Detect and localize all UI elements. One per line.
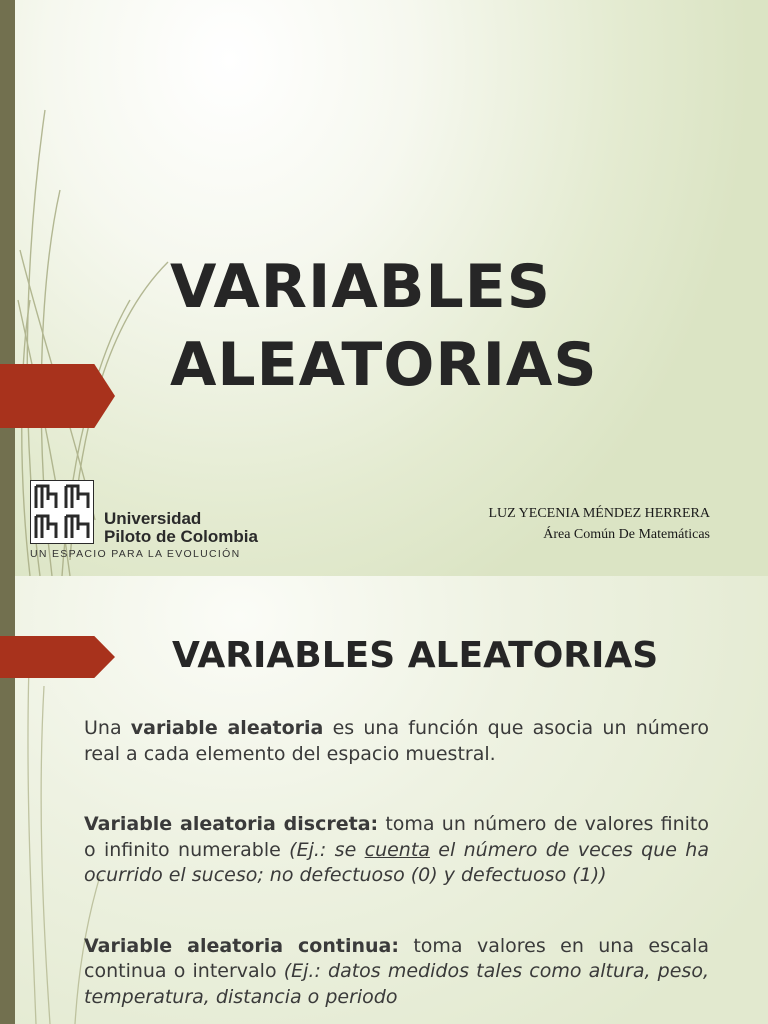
presenter-area: Área Común De Matemáticas	[543, 527, 710, 542]
accent-arrow-tab	[0, 636, 115, 678]
bold-term: Variable aleatoria continua:	[84, 934, 399, 957]
italic-run: el número de veces que ha ocurrido el suceso; no defectuoso (0) y defectuoso (1))	[84, 838, 709, 886]
university-logo	[30, 480, 270, 560]
university-name-line-2: Piloto de Colombia	[104, 527, 258, 546]
bold-term: Variable aleatoria discreta:	[84, 813, 379, 835]
presenter-name: LUZ YECENIA MÉNDEZ HERRERA	[488, 506, 710, 521]
italic-run: (Ej.: datos medidos tales como altura, peso, temperatura, distancia o periodo	[84, 960, 709, 1008]
definition-paragraph	[84, 716, 709, 767]
university-logo-mark-icon	[30, 480, 94, 544]
underlined-term: cuenta	[364, 838, 430, 861]
text-run: toma un número de valores finito o infinito numerable	[84, 813, 709, 861]
main-title-line-2: ALEATORIAS	[170, 330, 598, 400]
content-slide	[0, 576, 768, 1024]
text-run: es una función que asocia un número real a cada elemento del espacio muestral.	[84, 717, 709, 765]
accent-arrow-tab	[0, 364, 115, 428]
bold-term: variable aleatoria	[130, 717, 324, 739]
university-name-line-1: Universidad	[104, 509, 202, 528]
main-title-line-1: VARIABLES	[170, 252, 551, 322]
slide-title: VARIABLES ALEATORIAS	[172, 635, 659, 676]
text-run: toma valores en una escala continua o intervalo	[84, 934, 709, 982]
main-title	[170, 248, 730, 404]
university-tagline: UN ESPACIO PARA LA EVOLUCIÓN	[30, 548, 241, 560]
slide-body	[84, 716, 709, 1024]
presenter-info	[488, 503, 710, 545]
university-name	[104, 510, 258, 546]
discrete-paragraph	[84, 812, 709, 889]
italic-run: (Ej.: se	[289, 838, 365, 861]
continuous-paragraph	[84, 934, 709, 1011]
text-run: Una	[84, 717, 131, 739]
